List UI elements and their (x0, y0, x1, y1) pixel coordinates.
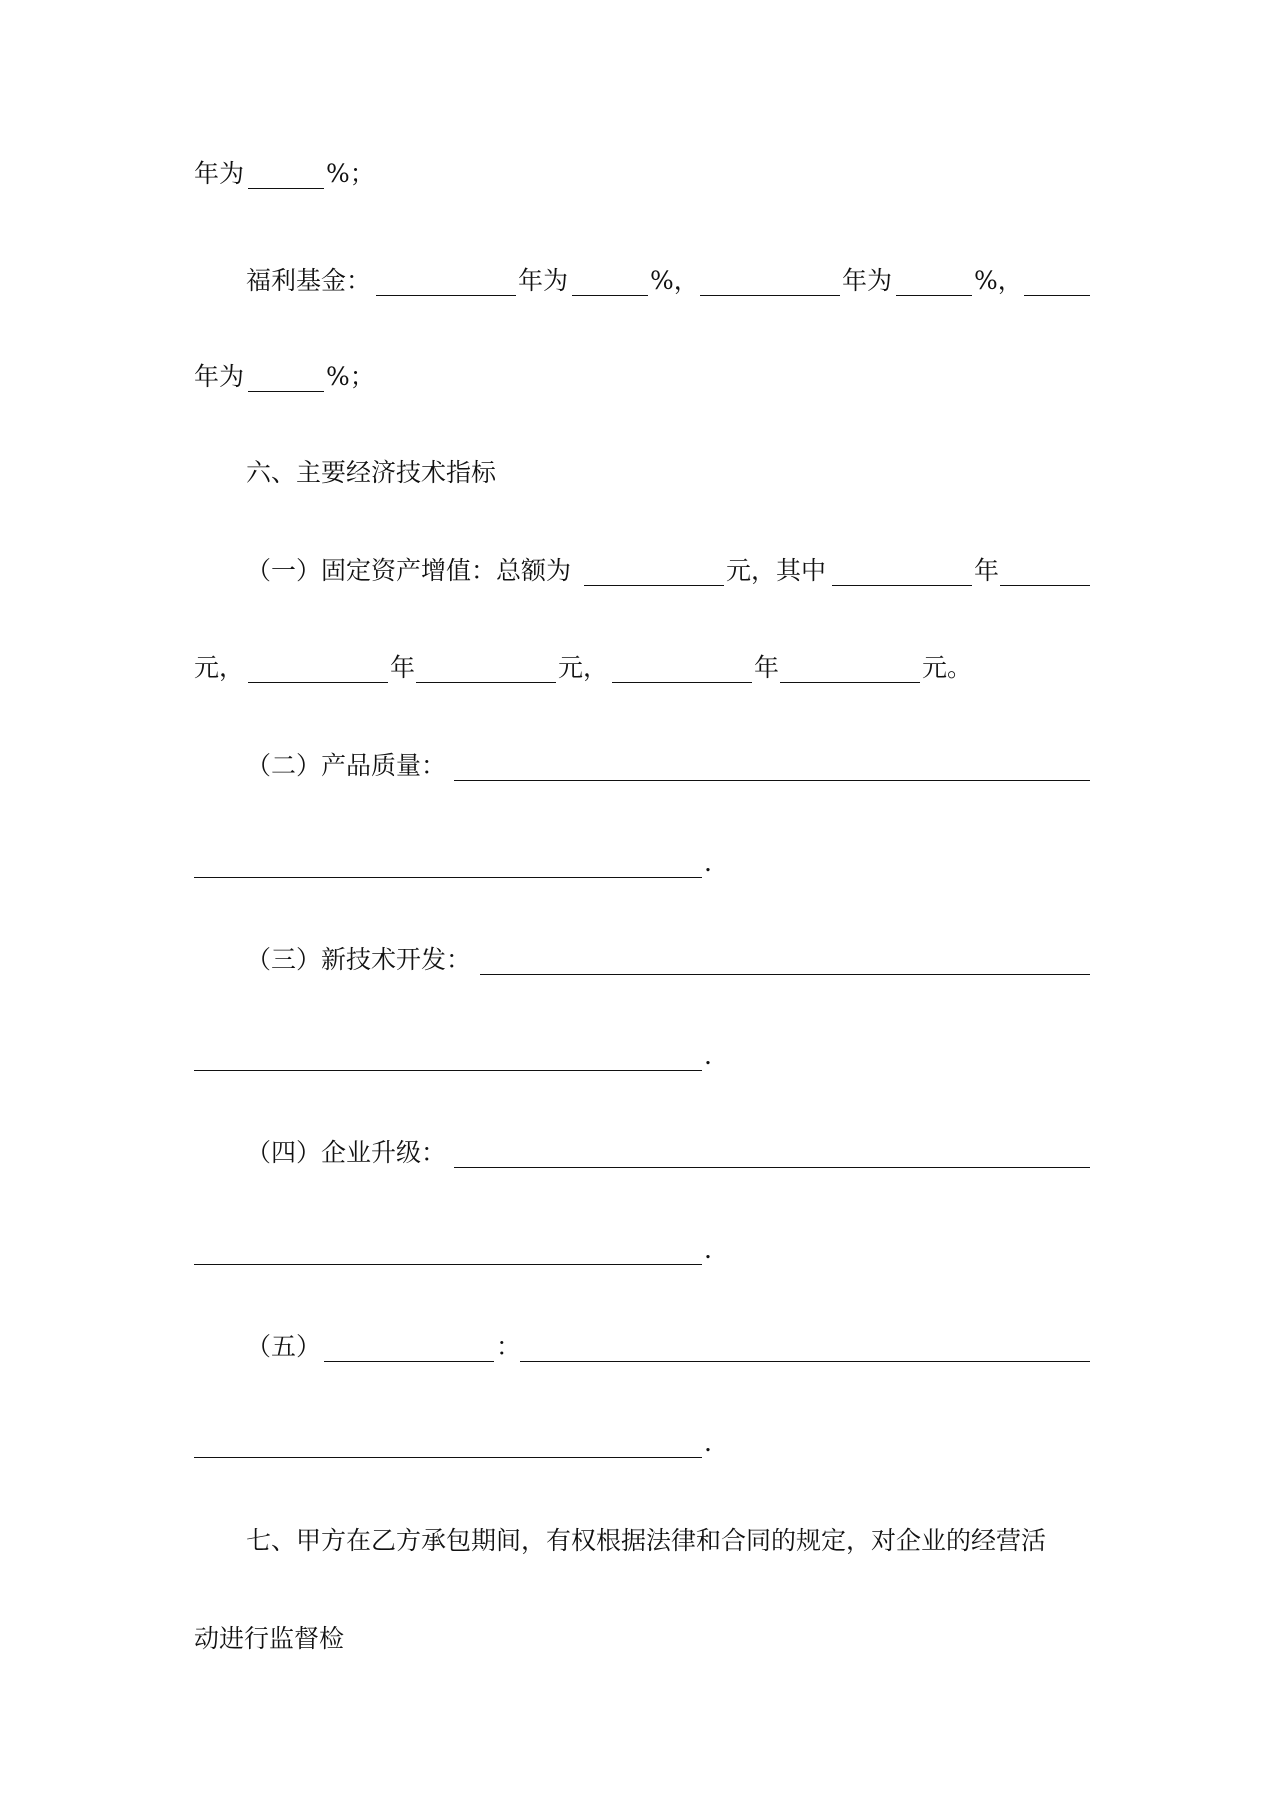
label-item-5: （五） (246, 1332, 322, 1361)
text: ： (496, 1332, 522, 1361)
blank-enterprise-upgrade-cont[interactable] (194, 1264, 702, 1265)
blank-year-1[interactable] (832, 585, 972, 586)
text: 年 (974, 556, 1000, 585)
text: 年为 (194, 362, 245, 391)
period: . (704, 848, 712, 877)
label-enterprise-upgrade: （四）企业升级： (246, 1138, 447, 1167)
label-new-tech: （三）新技术开发： (246, 945, 472, 974)
line-new-tech (0, 940, 1280, 980)
blank-year-2[interactable] (700, 295, 840, 296)
label-welfare-fund: 福利基金： (246, 266, 372, 295)
blank-item-5-name[interactable] (324, 1361, 494, 1362)
blank-amount-3[interactable] (780, 682, 920, 683)
line-product-quality-cont (0, 843, 1280, 883)
section-7-paragraph-cont (0, 1619, 1280, 1659)
line-item-5-cont (0, 1423, 1280, 1463)
text: 年为 (518, 266, 569, 295)
section-heading-6 (0, 453, 1280, 493)
blank-enterprise-upgrade[interactable] (454, 1167, 1090, 1168)
blank-new-tech-cont[interactable] (194, 1070, 702, 1071)
blank-product-quality-cont[interactable] (194, 877, 702, 878)
text: 元， (558, 653, 609, 682)
text: %； (326, 159, 375, 188)
text: 元。 (922, 653, 973, 682)
label-fixed-assets: （一）固定资产增值：总额为 (246, 556, 572, 585)
text: 年为 (842, 266, 893, 295)
paragraph-text: 七、甲方在乙方承包期间，有权根据法律和合同的规定，对企业的经营活 (246, 1526, 1047, 1555)
line-product-quality (0, 746, 1280, 786)
line-new-tech-cont (0, 1036, 1280, 1076)
blank-year-3[interactable] (1024, 295, 1090, 296)
blank-percent[interactable] (248, 391, 324, 392)
period: . (704, 1041, 712, 1070)
text: 年为 (194, 159, 245, 188)
line-fixed-assets-cont (0, 648, 1280, 688)
blank-item-5-cont[interactable] (194, 1457, 702, 1458)
text: %， (650, 266, 699, 295)
blank-percent-2[interactable] (896, 295, 972, 296)
line-fixed-assets (0, 551, 1280, 591)
blank-amount-1[interactable] (1000, 585, 1090, 586)
blank-year-1[interactable] (376, 295, 516, 296)
paragraph-text: 动进行监督检 (194, 1624, 345, 1653)
blank-product-quality[interactable] (454, 780, 1090, 781)
blank-year-2[interactable] (248, 682, 388, 683)
period: . (704, 1428, 712, 1457)
text: 年 (390, 653, 416, 682)
line-enterprise-upgrade (0, 1133, 1280, 1173)
label-product-quality: （二）产品质量： (246, 751, 447, 780)
line-item-5 (0, 1327, 1280, 1367)
text: 元， (194, 653, 245, 682)
line-welfare-fund (0, 261, 1280, 301)
blank-percent-1[interactable] (572, 295, 648, 296)
period: . (704, 1235, 712, 1264)
blank-year-3[interactable] (612, 682, 752, 683)
blank-item-5-content[interactable] (520, 1361, 1090, 1362)
text: 元，其中 (726, 556, 827, 585)
heading-text: 六、主要经济技术指标 (246, 458, 497, 487)
line-welfare-year-3 (0, 357, 1280, 397)
blank-new-tech[interactable] (480, 974, 1090, 975)
blank-total-amount[interactable] (584, 585, 724, 586)
section-7-paragraph (0, 1521, 1280, 1561)
line-enterprise-upgrade-cont (0, 1230, 1280, 1270)
text: %， (974, 266, 1023, 295)
blank-percent[interactable] (248, 188, 324, 189)
text: %； (326, 362, 375, 391)
text: 年 (754, 653, 780, 682)
blank-amount-2[interactable] (416, 682, 556, 683)
line-wage-year-3 (0, 154, 1280, 194)
